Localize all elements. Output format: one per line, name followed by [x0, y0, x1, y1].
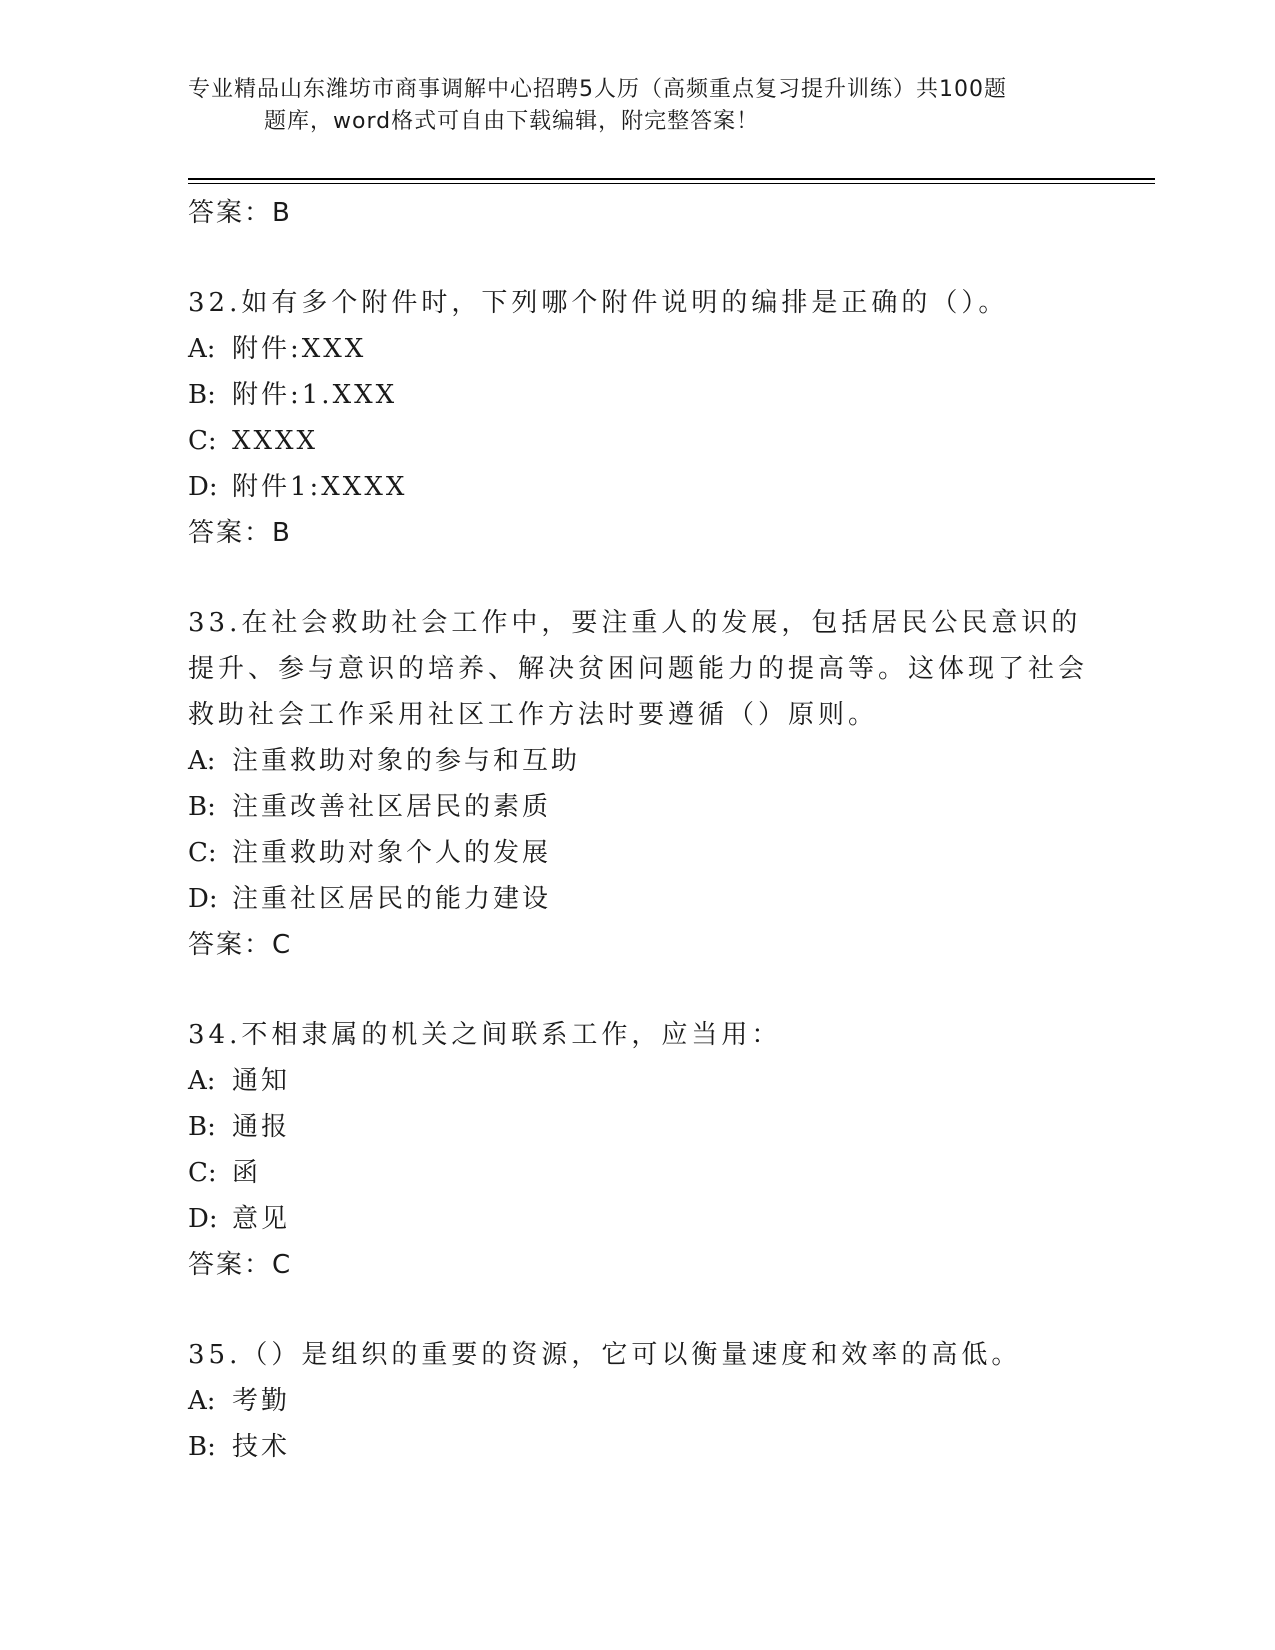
option-text: 通知: [232, 1066, 291, 1096]
option-key: D:: [188, 1204, 218, 1234]
option-a: [188, 1058, 1088, 1104]
question-list: [188, 190, 1088, 1470]
option-text: 意见: [232, 1204, 291, 1234]
option-text: XXXX: [232, 426, 319, 456]
option-key: D:: [188, 884, 218, 914]
question-32: [188, 280, 1088, 556]
option-d: [188, 1196, 1088, 1242]
option-key: B:: [188, 792, 216, 822]
option-b: [188, 1104, 1088, 1150]
option-key: B:: [188, 1112, 216, 1142]
option-text: 注重改善社区居民的素质: [232, 792, 552, 822]
previous-answer: 答案：B: [188, 198, 292, 228]
option-d: [188, 876, 1088, 922]
option-key: A:: [188, 1066, 216, 1096]
option-text: 考勤: [232, 1386, 291, 1416]
option-c: [188, 418, 1088, 464]
option-key: A:: [188, 334, 216, 364]
answer-line: 答案：C: [188, 930, 293, 960]
document-header: [188, 74, 1108, 138]
question-35: [188, 1332, 1088, 1470]
question-text: 33.在社会救助社会工作中，要注重人的发展，包括居民公民意识的提升、参与意识的培养、解决贫困问题能力的提高等。这体现了社会救助社会工作采用社区工作方法时要遵循（）原则。: [188, 608, 1089, 730]
answer-line: 答案：C: [188, 1250, 293, 1280]
header-title-line2: 题库，word格式可自由下载编辑，附完整答案！: [264, 109, 760, 134]
option-a: [188, 326, 1088, 372]
option-text: 通报: [232, 1112, 291, 1142]
option-key: B:: [188, 380, 216, 410]
option-b: [188, 784, 1088, 830]
option-key: A:: [188, 1386, 216, 1416]
question-text: 34.不相隶属的机关之间联系工作，应当用：: [188, 1020, 782, 1050]
option-text: 附件:1.XXX: [232, 380, 398, 410]
option-key: C:: [188, 426, 217, 456]
option-text: 附件1:XXXX: [232, 472, 408, 502]
option-key: C:: [188, 838, 217, 868]
option-text: 注重社区居民的能力建设: [232, 884, 552, 914]
question-text: 32.如有多个附件时，下列哪个附件说明的编排是正确的（）。: [188, 288, 1009, 318]
option-key: D:: [188, 472, 218, 502]
question-text: 35.（）是组织的重要的资源，它可以衡量速度和效率的高低。: [188, 1340, 1022, 1370]
option-text: 函: [232, 1158, 262, 1188]
option-key: B:: [188, 1432, 216, 1462]
option-text: 技术: [232, 1432, 291, 1462]
option-c: [188, 830, 1088, 876]
header-rule-thick: [188, 178, 1155, 180]
header-rule-thin: [188, 183, 1155, 184]
option-text: 附件:XXX: [232, 334, 367, 364]
option-d: [188, 464, 1088, 510]
option-a: [188, 738, 1088, 784]
question-34: [188, 1012, 1088, 1288]
option-text: 注重救助对象的参与和互助: [232, 746, 581, 776]
question-33: [188, 600, 1088, 968]
option-key: A:: [188, 746, 216, 776]
answer-line: 答案：B: [188, 518, 292, 548]
option-b: [188, 372, 1088, 418]
option-c: [188, 1150, 1088, 1196]
option-text: 注重救助对象个人的发展: [232, 838, 552, 868]
option-key: C:: [188, 1158, 217, 1188]
option-a: [188, 1378, 1088, 1424]
option-b: [188, 1424, 1088, 1470]
header-title-line1: 专业精品山东潍坊市商事调解中心招聘5人历（高频重点复习提升训练）共100题: [188, 77, 1007, 102]
